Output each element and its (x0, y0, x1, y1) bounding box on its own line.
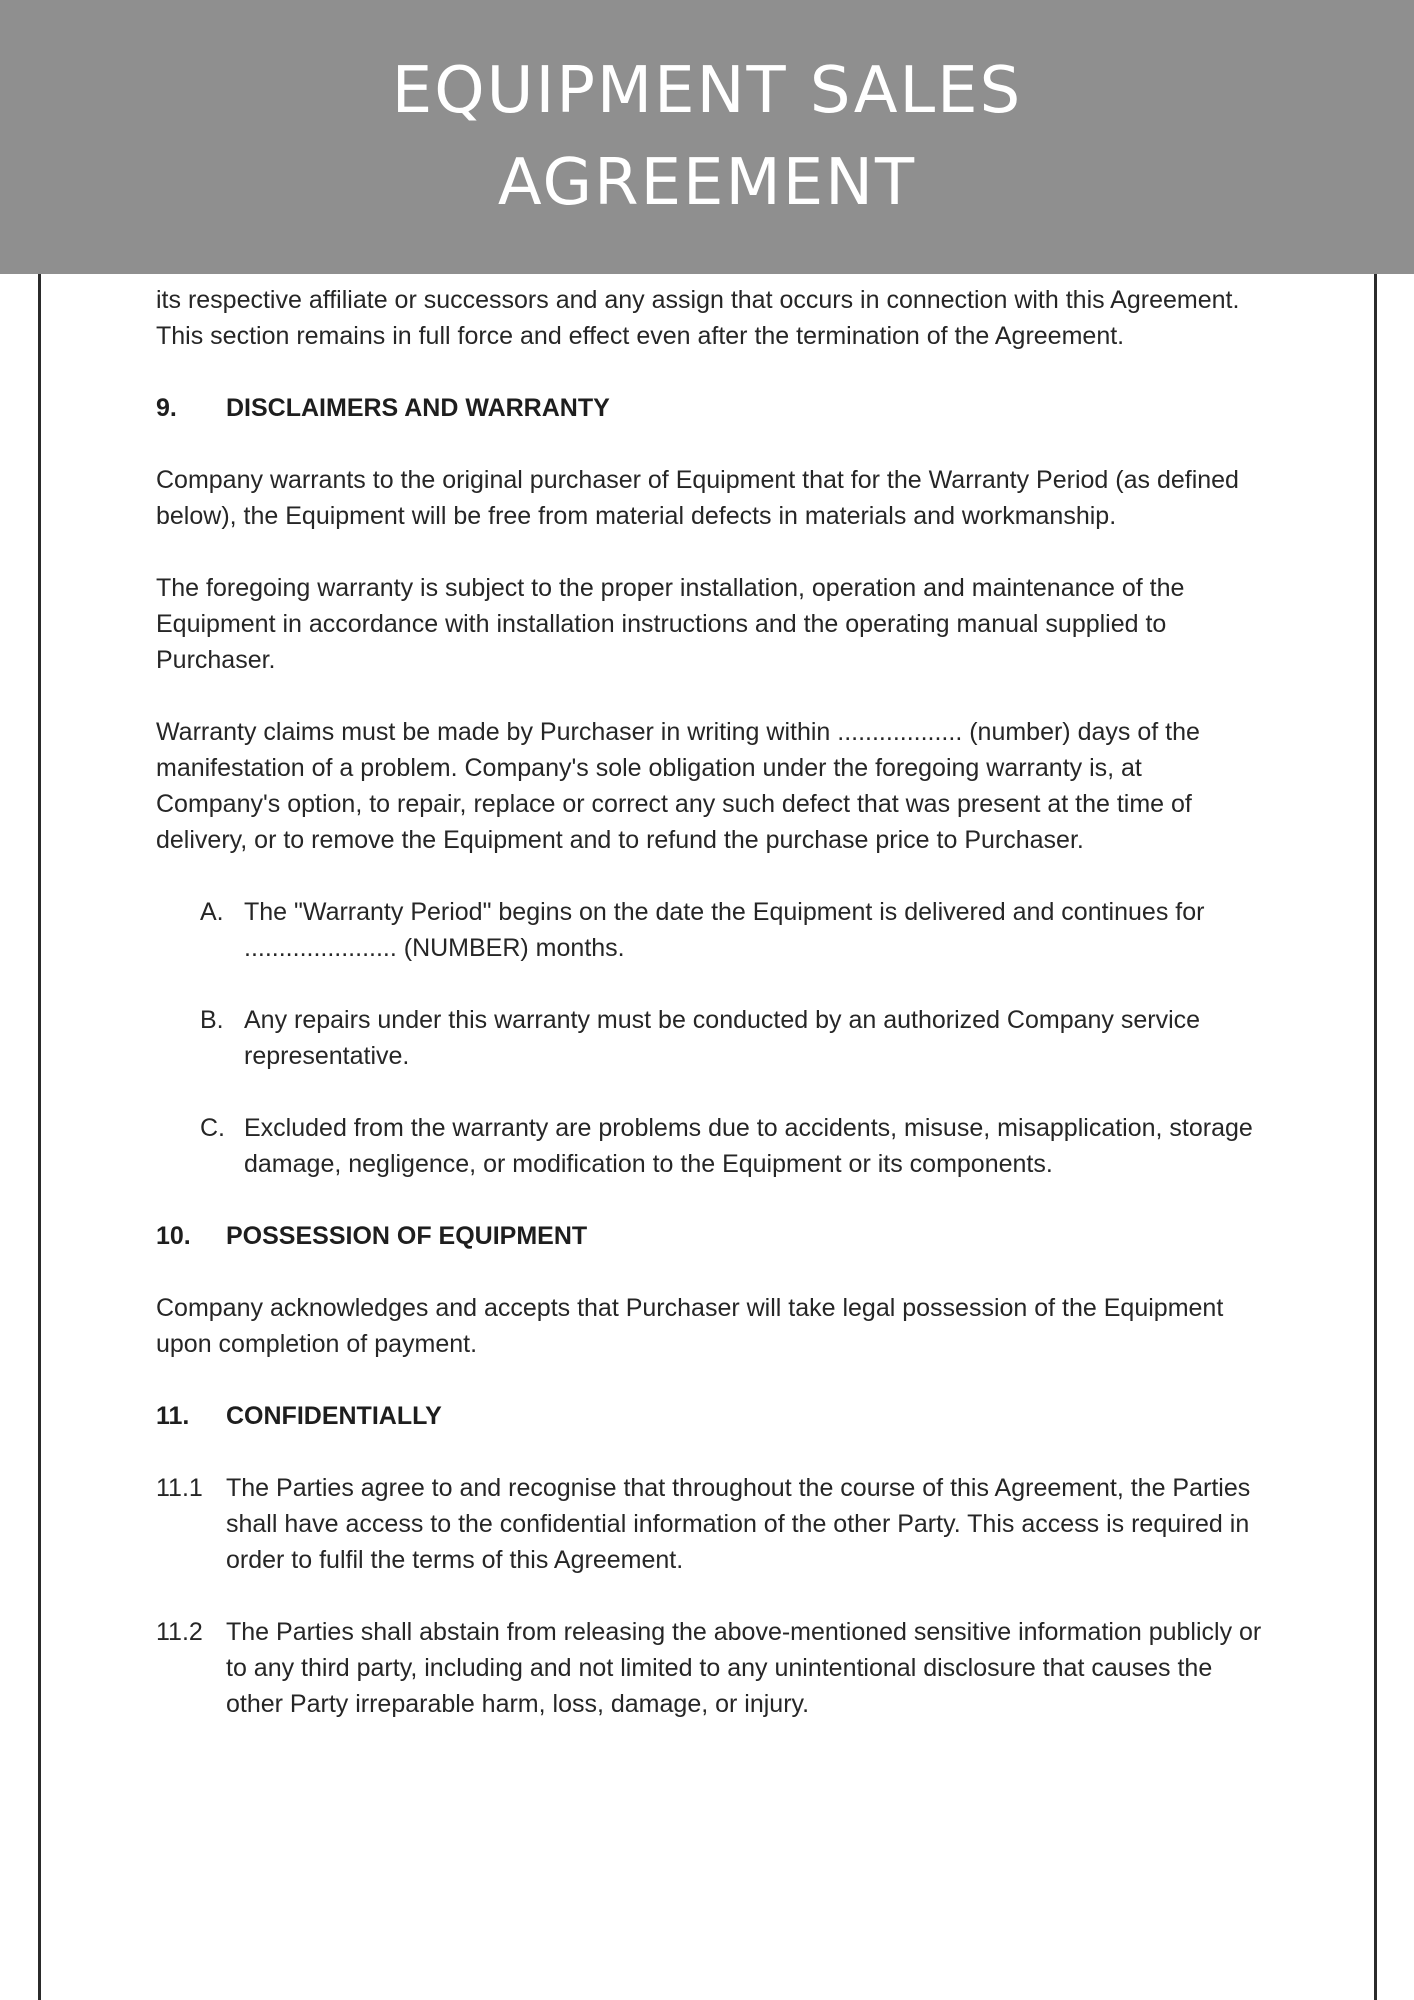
intro-paragraph: its respective affiliate or successors and any assign that occurs in connection with this Agreement. This section remains in full force and effect even after the termination of the Agreement. (156, 286, 1240, 350)
list-item (200, 1110, 1266, 1182)
list-item (200, 894, 1266, 966)
clause-11-2 (156, 1614, 1266, 1722)
section-9-paragraph-2: The foregoing warranty is subject to the proper installation, operation and maintenance of the Equipment in accordance with installation instructions and the operating manual supplied to Purchaser. (156, 574, 1185, 674)
document-body (156, 282, 1266, 1758)
section-title: CONFIDENTIALLY (226, 1402, 442, 1430)
section-title: POSSESSION OF EQUIPMENT (226, 1222, 588, 1250)
section-number: 9. (156, 394, 177, 422)
clause-11-1 (156, 1470, 1266, 1578)
list-item-text: The "Warranty Period" begins on the date the Equipment is delivered and continues for ...................... (NUMBER) months. (244, 898, 1205, 962)
clause-number: 11.1 (156, 1474, 203, 1502)
section-title: DISCLAIMERS AND WARRANTY (226, 394, 610, 422)
section-number: 11. (156, 1402, 190, 1430)
clause-text: The Parties agree to and recognise that throughout the course of this Agreement, the Parties shall have access to the confidential information of the other Party. This access is required in order to fulfil the terms of this Agreement. (226, 1474, 1251, 1574)
section-9-paragraph-3: Warranty claims must be made by Purchaser in writing within .................. (number) days of the manifestation of a problem. Company's sole obligation under the foregoing warranty is, at Company's option, to repair, replace or correct any such defect that was present at the time of delivery, or to remove the Equipment and to refund the purchase price to Purchaser. (156, 718, 1200, 854)
document-title-line-1: EQUIPMENT SALES (391, 54, 1023, 128)
page-border-right (1374, 274, 1377, 2000)
warranty-list (156, 894, 1266, 1182)
list-marker: C. (200, 1114, 225, 1142)
list-marker: A. (200, 898, 224, 926)
page-border-left (38, 274, 41, 2000)
section-9-paragraph-1: Company warrants to the original purchaser of Equipment that for the Warranty Period (as defined below), the Equipment will be free from material defects in materials and workmanship. (156, 466, 1239, 530)
list-item-text: Any repairs under this warranty must be conducted by an authorized Company service representative. (244, 1006, 1201, 1070)
section-11-heading (156, 1398, 1266, 1434)
document-title-line-2: AGREEMENT (497, 146, 917, 220)
list-item-text: Excluded from the warranty are problems due to accidents, misuse, misapplication, storage damage, negligence, or modification to the Equipment or its components. (244, 1114, 1253, 1178)
section-10-paragraph: Company acknowledges and accepts that Purchaser will take legal possession of the Equipment upon completion of payment. (156, 1294, 1224, 1358)
clause-text: The Parties shall abstain from releasing the above-mentioned sensitive information publicly or to any third party, including and not limited to any unintentional disclosure that causes the other Party irreparable harm, loss, damage, or injury. (226, 1618, 1262, 1718)
list-marker: B. (200, 1006, 224, 1034)
section-number: 10. (156, 1222, 191, 1250)
section-9-heading (156, 390, 1266, 426)
list-item (200, 1002, 1266, 1074)
clause-number: 11.2 (156, 1618, 203, 1646)
section-10-heading (156, 1218, 1266, 1254)
title-banner (0, 0, 1414, 274)
